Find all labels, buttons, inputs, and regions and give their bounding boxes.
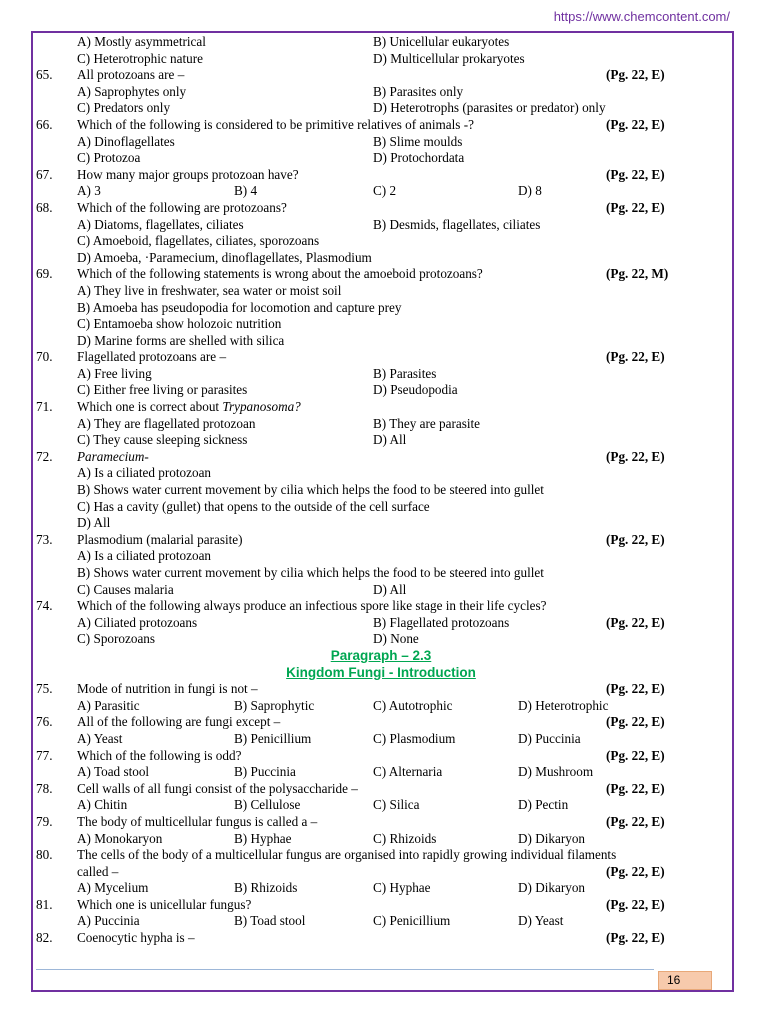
question-number: 66.	[36, 116, 53, 132]
question-text	[77, 814, 317, 831]
section-heading: Kingdom Fungi - Introduction	[286, 664, 476, 680]
question-row	[36, 781, 726, 798]
option-row	[36, 880, 726, 897]
question-text	[77, 781, 358, 798]
question-row	[36, 117, 726, 134]
question-number: 77.	[36, 747, 53, 763]
question-text	[77, 399, 301, 416]
option-row	[36, 217, 726, 234]
option-c: C) Silica	[373, 797, 420, 813]
question-text-part: Mode of nutrition in fungi is not –	[77, 681, 258, 697]
option-c: D) All	[373, 581, 407, 597]
question-row	[36, 714, 726, 731]
option-a: A) Puccinia	[77, 913, 140, 929]
option-c: B) Parasites	[373, 365, 437, 381]
question-text	[77, 681, 258, 698]
question-text	[77, 847, 616, 864]
question-row	[36, 847, 726, 864]
option-row	[36, 333, 726, 350]
question-row	[36, 167, 726, 184]
question-row	[36, 748, 726, 765]
option-d: D) Yeast	[518, 913, 564, 929]
option-row	[36, 183, 726, 200]
option-row	[36, 631, 726, 648]
option-b: B) Puccinia	[234, 764, 296, 780]
option-row	[36, 565, 726, 582]
page-reference: (Pg. 22, E)	[606, 614, 665, 630]
option-a: C) Amoeboid, flagellates, ciliates, sporozoans	[77, 233, 320, 249]
option-row	[36, 134, 726, 151]
question-text-italic: Paramecium-	[77, 448, 149, 464]
option-a: C) Has a cavity (gullet) that opens to the outside of the cell surface	[77, 498, 430, 514]
option-a: B) Shows water current movement by cilia which helps the food to be steered into gullet	[77, 565, 544, 580]
option-a: A) Toad stool	[77, 764, 150, 780]
question-row	[36, 449, 726, 466]
option-a: C) Predators only	[77, 100, 171, 116]
option-row	[36, 831, 726, 848]
option-c: B) Parasites only	[373, 83, 464, 99]
option-a: D) Marine forms are shelled with silica	[77, 332, 285, 348]
option-b: B) Toad stool	[234, 913, 306, 929]
option-a: A) Is a ciliated protozoan	[77, 548, 212, 564]
option-a: C) They cause sleeping sickness	[77, 432, 248, 448]
option-row	[36, 84, 726, 101]
page-reference: (Pg. 22, E)	[606, 813, 665, 829]
page-reference: (Pg. 22, E)	[606, 714, 665, 730]
option-row	[36, 582, 726, 599]
option-a: A) Dinoflagellates	[77, 133, 175, 149]
question-row	[36, 598, 726, 615]
option-row	[36, 465, 726, 482]
option-a: B) Shows water current movement by cilia which helps the food to be steered into gullet	[77, 482, 544, 498]
section-heading: Paragraph – 2.3	[330, 647, 432, 663]
option-a: A) They live in freshwater, sea water or moist soil	[77, 282, 342, 298]
option-d: D) Puccinia	[518, 730, 581, 746]
question-number: 69.	[36, 266, 53, 282]
page-number: 16	[658, 971, 712, 990]
option-d: D) Dikaryon	[518, 830, 586, 846]
option-row	[36, 731, 726, 748]
question-number: 82.	[36, 930, 53, 946]
option-row	[36, 100, 726, 117]
option-a: A) Parasitic	[77, 697, 140, 713]
option-c: D) None	[373, 631, 419, 647]
option-d: D) Heterotrophic	[518, 697, 609, 713]
option-d: D) 8	[518, 183, 542, 199]
option-row	[36, 233, 726, 250]
option-a: C) Heterotrophic nature	[77, 50, 203, 66]
question-text-part: Flagellated protozoans are –	[77, 349, 227, 365]
option-b: B) Hyphae	[234, 830, 292, 846]
question-number: 68.	[36, 199, 53, 215]
question-text	[77, 349, 226, 366]
question-text	[77, 117, 474, 134]
question-row	[36, 67, 726, 84]
question-text-part: The body of multicellular fungus is called a –	[77, 813, 318, 829]
question-number: 73.	[36, 531, 53, 547]
question-text	[77, 167, 299, 184]
question-row	[36, 200, 726, 217]
question-text	[77, 532, 243, 549]
option-row	[36, 913, 726, 930]
option-a: A) They are flagellated protozoan	[77, 415, 256, 431]
option-a: A) 3	[77, 183, 101, 199]
question-list	[36, 34, 726, 947]
option-row	[36, 283, 726, 300]
question-number: 81.	[36, 896, 53, 912]
question-number: 75.	[36, 681, 53, 697]
option-c: C) Plasmodium	[373, 730, 456, 746]
option-row	[36, 615, 726, 632]
question-number: 76.	[36, 714, 53, 730]
question-number: 65.	[36, 67, 53, 83]
question-text-part: Coenocytic hypha is –	[77, 930, 195, 946]
question-row	[36, 930, 726, 947]
page-reference: (Pg. 22, E)	[606, 896, 665, 912]
option-c: D) All	[373, 432, 407, 448]
option-a: B) Amoeba has pseudopodia for locomotion and capture prey	[77, 299, 402, 315]
option-row	[36, 34, 726, 51]
question-text	[77, 67, 184, 84]
question-text	[77, 930, 195, 947]
question-number: 67.	[36, 166, 53, 182]
page-reference: (Pg. 22, M)	[606, 266, 669, 282]
option-a: C) Causes malaria	[77, 581, 174, 597]
page-reference: (Pg. 22, E)	[606, 863, 665, 879]
option-c: B) Slime moulds	[373, 133, 463, 149]
option-a: C) Entamoeba show holozoic nutrition	[77, 316, 282, 332]
page-reference: (Pg. 22, E)	[606, 116, 665, 132]
page-reference: (Pg. 22, E)	[606, 930, 665, 946]
question-text	[77, 200, 287, 217]
site-url[interactable]: https://www.chemcontent.com/	[553, 9, 730, 24]
option-row	[36, 864, 726, 881]
page-reference: (Pg. 22, E)	[606, 780, 665, 796]
option-c: C) Alternaria	[373, 764, 443, 780]
option-row	[36, 797, 726, 814]
option-a: A) Chitin	[77, 797, 128, 813]
option-row	[36, 482, 726, 499]
option-row	[36, 432, 726, 449]
question-text-part: Which one is unicellular fungus?	[77, 896, 252, 912]
option-a: D) Amoeba, ·Paramecium, dinoflagellates, Plasmodium	[77, 249, 372, 265]
option-c: D) Pseudopodia	[373, 382, 458, 398]
question-text	[77, 266, 483, 283]
question-row	[36, 681, 726, 698]
option-d: D) Mushroom	[518, 764, 594, 780]
option-c: B) Desmids, flagellates, ciliates	[373, 216, 541, 232]
option-row	[36, 51, 726, 68]
option-a: A) Mycelium	[77, 880, 149, 896]
option-c: C) Rhizoids	[373, 830, 437, 846]
option-row	[36, 698, 726, 715]
question-text	[77, 748, 241, 765]
option-a: A) Monokaryon	[77, 830, 163, 846]
question-number: 72.	[36, 448, 53, 464]
option-row	[36, 416, 726, 433]
question-number: 71.	[36, 399, 53, 415]
question-row	[36, 266, 726, 283]
option-c: B) Flagellated protozoans	[373, 614, 510, 630]
question-text-part: Which of the following always produce an infectious spore like stage in their life cycles?	[77, 598, 547, 614]
option-b: B) Penicillium	[234, 730, 312, 746]
option-b: B) Cellulose	[234, 797, 301, 813]
option-a: A) Is a ciliated protozoan	[77, 465, 212, 481]
option-row	[36, 150, 726, 167]
question-number: 80.	[36, 847, 53, 863]
question-text	[77, 897, 251, 914]
option-a: C) Either free living or parasites	[77, 382, 248, 398]
question-number: 78.	[36, 780, 53, 796]
option-a: A) Free living	[77, 365, 152, 381]
option-c: C) Penicillium	[373, 913, 451, 929]
footer-divider	[36, 969, 654, 970]
page-reference: (Pg. 22, E)	[606, 199, 665, 215]
question-text-part: Cell walls of all fungi consist of the polysaccharide –	[77, 780, 358, 796]
page-reference: (Pg. 22, E)	[606, 166, 665, 182]
option-a: C) Protozoa	[77, 150, 141, 166]
question-number: 74.	[36, 598, 53, 614]
option-c: B) They are parasite	[373, 415, 481, 431]
option-c: D) Protochordata	[373, 150, 465, 166]
option-c: B) Unicellular eukaryotes	[373, 34, 510, 49]
question-text	[77, 714, 280, 731]
option-row	[36, 300, 726, 317]
page-reference: (Pg. 22, E)	[606, 747, 665, 763]
question-text-part: Which of the following is considered to be primitive relatives of animals -?	[77, 116, 474, 132]
option-c: C) 2	[373, 183, 397, 199]
question-row	[36, 814, 726, 831]
page-reference: (Pg. 22, E)	[606, 681, 665, 697]
question-text	[77, 449, 149, 466]
question-number: 70.	[36, 349, 53, 365]
option-a: C) Sporozoans	[77, 631, 156, 647]
question-text-part: Which of the following statements is wrong about the amoeboid protozoans?	[77, 266, 483, 282]
option-row	[36, 366, 726, 383]
page-reference: (Pg. 22, E)	[606, 67, 665, 83]
option-a: D) All	[77, 515, 111, 531]
option-b: B) Saprophytic	[234, 697, 315, 713]
question-row	[36, 349, 726, 366]
option-a: A) Mostly asymmetrical	[77, 34, 206, 49]
question-text-part: Plasmodium (malarial parasite)	[77, 531, 243, 547]
option-b: B) 4	[234, 183, 258, 199]
option-d: D) Pectin	[518, 797, 569, 813]
question-text-part: Which one is correct about	[77, 399, 223, 415]
option-row	[36, 764, 726, 781]
option-c: D) Heterotrophs (parasites or predator) only	[373, 100, 606, 116]
option-d: D) Dikaryon	[518, 880, 586, 896]
question-text-part: All of the following are fungi except –	[77, 714, 281, 730]
option-row	[36, 515, 726, 532]
option-row	[36, 499, 726, 516]
option-row	[36, 548, 726, 565]
option-a: A) Diatoms, flagellates, ciliates	[77, 216, 244, 232]
question-text	[77, 598, 546, 615]
page-reference: (Pg. 22, E)	[606, 448, 665, 464]
option-a: called –	[77, 863, 119, 879]
question-text-part: The cells of the body of a multicellular fungus are organised into rapidly growing individual filaments	[77, 847, 617, 863]
question-text-part: Which of the following is odd?	[77, 747, 242, 763]
option-c: C) Autotrophic	[373, 697, 453, 713]
option-c: C) Hyphae	[373, 880, 431, 896]
option-a: A) Ciliated protozoans	[77, 614, 198, 630]
question-row	[36, 532, 726, 549]
option-row	[36, 316, 726, 333]
page-reference: (Pg. 22, E)	[606, 349, 665, 365]
page-reference: (Pg. 22, E)	[606, 531, 665, 547]
question-row	[36, 897, 726, 914]
option-row	[36, 250, 726, 267]
question-text-italic: Trypanosoma?	[222, 399, 301, 415]
option-c: D) Multicellular prokaryotes	[373, 50, 525, 66]
option-a: A) Yeast	[77, 730, 123, 746]
question-text-part: How many major groups protozoan have?	[77, 166, 299, 182]
option-a: A) Saprophytes only	[77, 83, 187, 99]
question-number: 79.	[36, 813, 53, 829]
option-b: B) Rhizoids	[234, 880, 298, 896]
question-text-part: All protozoans are –	[77, 67, 185, 83]
option-row	[36, 382, 726, 399]
question-text-part: Which of the following are protozoans?	[77, 199, 287, 215]
question-row	[36, 399, 726, 416]
